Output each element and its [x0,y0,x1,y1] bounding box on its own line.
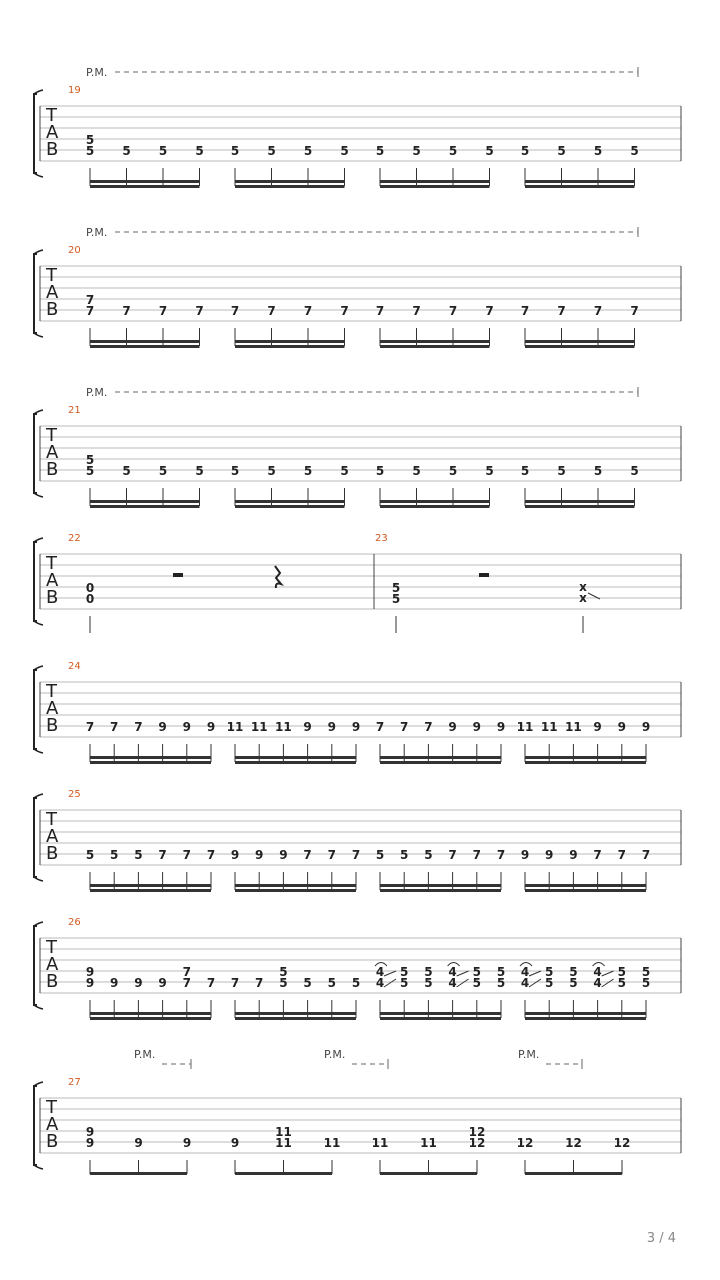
fret-number: 7 [158,304,168,318]
fret-number: 5 [327,976,336,990]
fret-number: 5 [158,464,168,478]
measure-number: 22 [68,533,81,544]
fret-number: 5 [448,144,458,158]
clef-letter-a: A [46,698,59,719]
fret-number: 5 [593,144,603,158]
fret-number: 5 [375,848,385,862]
slide-line [457,971,469,976]
fret-number: 5 [391,592,401,606]
beam [90,761,211,764]
palm-mute-label: P.M. [86,66,108,79]
fret-number: 5 [375,144,385,158]
fret-number: 5 [472,976,481,990]
fret-number: 5 [569,965,578,979]
fret-number: 5 [520,144,530,158]
beam [90,1012,211,1015]
beam [380,761,501,764]
beam [525,505,635,508]
fret-number: 4 [520,965,530,979]
fret-number: 5 [412,144,421,158]
system-bracket [34,414,37,493]
fret-number: 9 [520,848,530,862]
beam [90,500,200,503]
fret-number: 7 [520,304,530,318]
fret-number: 5 [303,464,313,478]
fret-number: 5 [267,144,276,158]
clef-letter-b: B [46,715,59,736]
fret-number: 9 [448,720,457,734]
fret-number: 7 [617,848,626,862]
beam [380,1012,501,1015]
fret-number: 9 [230,848,240,862]
palm-mute-label: P.M. [134,1048,156,1061]
beam [90,1017,211,1020]
fret-number: 9 [351,720,361,734]
fret-number: 5 [569,976,578,990]
beam [235,505,345,508]
beam [90,505,200,508]
clef-letter-b: B [46,843,59,864]
beam [525,1012,646,1015]
beam [525,180,635,183]
fret-number: 9 [85,965,95,979]
system-19 [34,66,681,188]
beam [235,185,345,188]
fret-number: 5 [158,144,168,158]
beam [525,884,646,887]
fret-number: 9 [134,1136,143,1150]
fret-number: x [579,591,587,605]
measure-number: 19 [68,85,81,96]
fret-number: 4 [375,976,385,990]
beam [380,500,490,503]
clef-letter-t: T [46,681,57,702]
fret-number: 4 [593,965,602,979]
fret-number: 5 [424,848,433,862]
bracket-hook [34,538,43,625]
fret-number: 9 [545,848,554,862]
fret-number: 7 [496,848,506,862]
fret-number: 0 [85,592,95,606]
fret-number: 9 [85,1125,95,1139]
beam [235,1012,356,1015]
bracket-hook [34,1082,43,1169]
fret-number: 5 [85,453,95,467]
palm-mute-label: P.M. [518,1048,540,1061]
beam [380,756,501,759]
system-bracket [34,542,37,621]
beam [380,884,501,887]
measure-number: 26 [68,917,81,928]
fret-number: 7 [85,293,95,307]
fret-number: 7 [303,304,313,318]
bracket-hook [34,90,43,177]
slide-line [602,971,614,976]
fret-number: 7 [485,304,494,318]
system-bracket [34,1086,37,1165]
fret-number: 7 [182,976,191,990]
beam [235,761,356,764]
fret-number: 7 [110,720,119,734]
fret-number: 5 [85,848,95,862]
beam [525,340,635,343]
fret-number: 5 [496,976,506,990]
fret-number: 5 [279,976,288,990]
fret-number: 7 [303,848,312,862]
beam [525,889,646,892]
system-25 [34,789,681,892]
system-26 [34,917,681,1020]
fret-number: 7 [593,304,603,318]
beam [380,340,490,343]
fret-number: 5 [593,464,603,478]
bracket-hook [34,250,43,337]
fret-number: 12 [516,1136,534,1150]
fret-number: 7 [85,304,95,318]
clef-letter-b: B [46,459,59,480]
clef-letter-t: T [46,425,57,446]
beam [525,1172,622,1175]
fret-number: 4 [593,976,602,990]
beam [525,345,635,348]
system-bracket [34,254,37,333]
fret-number: 9 [134,976,143,990]
system-20 [34,226,681,348]
fret-number: 9 [158,976,167,990]
beam [235,345,345,348]
fret-number: 11 [323,1136,341,1150]
fret-number: 5 [391,581,401,595]
beam [90,180,200,183]
fret-number: 7 [134,720,143,734]
fret-number: 12 [468,1136,486,1150]
fret-number: 5 [122,144,131,158]
fret-number: 5 [424,965,433,979]
fret-number: 7 [206,848,216,862]
fret-number: 9 [255,848,264,862]
fret-number: 9 [230,1136,240,1150]
beam [235,889,356,892]
beam [90,884,211,887]
fret-number: 9 [85,976,95,990]
beam [525,500,635,503]
beam [525,1017,646,1020]
fret-number: 5 [641,976,651,990]
beam [235,1172,332,1175]
fret-number: 5 [303,976,312,990]
clef-letter-b: B [46,299,59,320]
palm-mute-label: P.M. [324,1048,346,1061]
beam [380,889,501,892]
beam [235,500,345,503]
fret-number: 11 [250,720,268,734]
fret-number: x [579,580,587,594]
clef-letter-t: T [46,105,57,126]
fret-number: 9 [206,720,216,734]
system-22 [34,533,681,633]
beam [380,185,490,188]
clef-letter-a: A [46,442,59,463]
system-27 [34,1048,681,1175]
fret-number: 7 [630,304,639,318]
fret-number: 9 [279,848,288,862]
fret-number: 5 [85,133,95,147]
fret-number: 5 [230,144,240,158]
beam [380,180,490,183]
fret-number: 7 [448,304,458,318]
clef-letter-b: B [46,971,59,992]
fret-number: 5 [400,848,409,862]
slide-line [457,979,469,987]
fret-number: 9 [593,720,602,734]
fret-number: 7 [557,304,566,318]
fret-number: 7 [230,976,240,990]
fret-number: 4 [448,965,457,979]
beam [90,340,200,343]
beam [380,1017,501,1020]
palm-mute-label: P.M. [86,226,108,239]
fret-number: 5 [617,976,626,990]
fret-number: 4 [375,965,385,979]
fret-number: 7 [195,304,204,318]
clef-letter-a: A [46,122,59,143]
clef-letter-t: T [46,809,57,830]
fret-number: 12 [565,1136,582,1150]
page-number: 3 / 4 [646,1231,676,1246]
fret-number: 7 [351,848,361,862]
beam [525,761,646,764]
system-bracket [34,94,37,173]
fret-number: 7 [267,304,276,318]
fret-number: 5 [520,464,530,478]
fret-number: 5 [485,144,494,158]
system-24 [34,661,681,764]
fret-number: 7 [412,304,421,318]
clef-letter-b: B [46,1131,59,1152]
fret-number: 5 [340,144,349,158]
measure-number: 23 [375,533,388,544]
fret-number: 5 [412,464,421,478]
fret-number: 7 [375,304,385,318]
system-bracket [34,926,37,1005]
fret-number: 7 [206,976,216,990]
fret-number: 11 [275,720,292,734]
fret-number: 7 [472,848,481,862]
fret-number: 5 [557,464,566,478]
beam [90,1172,187,1175]
fret-number: 7 [182,965,191,979]
measure-number: 20 [68,245,81,256]
fret-number: 4 [520,976,530,990]
fret-number: 7 [85,720,95,734]
clef-letter-a: A [46,1114,59,1135]
clef-letter-a: A [46,570,59,591]
fret-number: 5 [85,464,95,478]
fret-number: 11 [226,720,244,734]
beam [235,884,356,887]
half-rest [479,573,489,577]
fret-number: 11 [275,1125,292,1139]
fret-number: 11 [275,1136,292,1150]
beam [525,756,646,759]
fret-number: 9 [85,1136,95,1150]
slide-line [384,971,396,976]
clef-letter-t: T [46,937,57,958]
fret-number: 11 [420,1136,437,1150]
fret-number: 5 [472,965,481,979]
beam [235,180,345,183]
beam [380,1172,477,1175]
fret-number: 5 [195,464,204,478]
clef-letter-a: A [46,826,59,847]
bracket-hook [34,410,43,497]
measure-number: 27 [68,1077,81,1088]
fret-number: 5 [630,144,639,158]
fret-number: 5 [85,144,95,158]
fret-number: 7 [122,304,131,318]
clef-letter-b: B [46,587,59,608]
fret-number: 5 [351,976,361,990]
fret-number: 5 [230,464,240,478]
fret-number: 5 [279,965,288,979]
system-bracket [34,798,37,877]
fret-number: 11 [516,720,534,734]
fret-number: 5 [630,464,639,478]
quarter-rest [275,566,281,588]
beam [90,756,211,759]
fret-number: 7 [424,720,433,734]
fret-number: 5 [400,965,409,979]
fret-number: 11 [540,720,558,734]
fret-number: 5 [641,965,651,979]
clef-letter-t: T [46,1097,57,1118]
beam [235,756,356,759]
slide-line [529,971,541,976]
fret-number: 0 [85,581,95,595]
fret-number: 9 [496,720,506,734]
fret-number: 11 [371,1136,389,1150]
fret-number: 5 [110,848,119,862]
clef-letter-a: A [46,954,59,975]
system-bracket [34,670,37,749]
fret-number: 5 [400,976,409,990]
fret-number: 9 [327,720,336,734]
clef-letter-t: T [46,265,57,286]
slide-line [602,979,614,987]
fret-number: 5 [557,144,566,158]
fret-number: 5 [195,144,204,158]
slide-line [529,979,541,987]
fret-number: 7 [327,848,336,862]
fret-number: 9 [182,720,191,734]
clef-letter-t: T [46,553,57,574]
palm-mute-label: P.M. [86,386,108,399]
measure-number: 24 [68,661,81,672]
fret-number: 5 [375,464,385,478]
half-rest [173,573,183,577]
fret-number: 11 [565,720,582,734]
beam [525,185,635,188]
fret-number: 5 [134,848,143,862]
measure-number: 25 [68,789,81,800]
system-21 [34,386,681,508]
fret-number: 5 [617,965,626,979]
fret-number: 4 [448,976,457,990]
beam [235,340,345,343]
beam [380,345,490,348]
fret-number: 5 [122,464,131,478]
beam [90,345,200,348]
fret-number: 7 [230,304,240,318]
clef-letter-a: A [46,282,59,303]
fret-number: 5 [485,464,494,478]
fret-number: 7 [255,976,264,990]
fret-number: 5 [545,965,554,979]
fret-number: 7 [593,848,602,862]
fret-number: 12 [468,1125,486,1139]
fret-number: 5 [448,464,458,478]
fret-number: 5 [340,464,349,478]
measure-number: 21 [68,405,81,416]
fret-number: 9 [617,720,626,734]
fret-number: 9 [472,720,481,734]
bracket-hook [34,794,43,881]
fret-number: 9 [158,720,167,734]
beam [380,505,490,508]
fret-number: 7 [158,848,167,862]
fret-number: 7 [182,848,191,862]
beam [235,1017,356,1020]
fret-number: 5 [303,144,313,158]
bracket-hook [34,666,43,753]
beam [90,889,211,892]
bracket-hook [34,922,43,1009]
fret-number: 9 [110,976,119,990]
fret-number: 7 [375,720,385,734]
fret-number: 9 [303,720,312,734]
beam [90,185,200,188]
fret-number: 9 [569,848,578,862]
fret-number: 5 [545,976,554,990]
fret-number: 7 [400,720,409,734]
fret-number: 12 [613,1136,631,1150]
fret-number: 7 [641,848,651,862]
clef-letter-b: B [46,139,59,160]
fret-number: 5 [496,965,506,979]
fret-number: 7 [340,304,349,318]
fret-number: 5 [424,976,433,990]
fret-number: 9 [641,720,651,734]
fret-number: 5 [267,464,276,478]
slide-line [384,979,396,987]
fret-number: 9 [182,1136,192,1150]
fret-number: 7 [448,848,457,862]
